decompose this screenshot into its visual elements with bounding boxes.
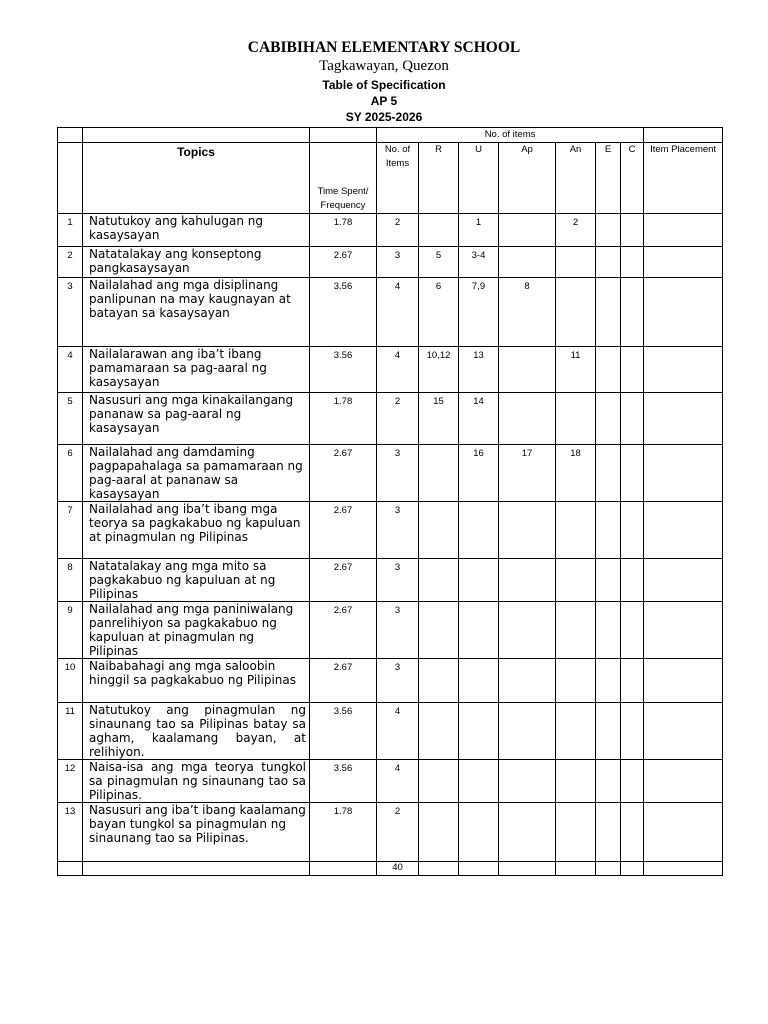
total-items: 40 [377,862,419,876]
an-cell [556,659,596,703]
time-spent-cell: 2.67 [310,559,377,602]
topics-header: Topics [83,143,310,214]
an-cell [556,703,596,760]
no-of-items-group-header: No. of items [377,128,644,143]
no-of-items-cell: 4 [377,760,419,803]
time-spent-cell: 1.78 [310,214,377,247]
item-placement-cell [644,247,723,278]
time-spent-cell: 2.67 [310,502,377,559]
no-of-items-cell: 4 [377,278,419,347]
ap-cell [499,559,556,602]
blank-cell [644,128,723,143]
r-cell [419,559,459,602]
c-cell [621,703,644,760]
r-cell: 5 [419,247,459,278]
topic-cell: Natatalakay ang konseptong pangkasaysayan [83,247,310,278]
ap-cell [499,760,556,803]
u-cell: 14 [459,393,499,445]
e-cell [596,247,621,278]
table-row [58,502,723,559]
r-cell [419,602,459,659]
ap-cell [499,502,556,559]
row-number: 12 [58,760,83,803]
u-cell: 1 [459,214,499,247]
u-cell: 7,9 [459,278,499,347]
ap-cell [499,703,556,760]
c-cell [621,803,644,862]
topic-cell: Nailalahad ang damdaming pagpapahalaga sa pamamaraan ng pag-aaral at pananaw sa kasaysayan [83,445,310,502]
an-cell [556,393,596,445]
table-row [58,247,723,278]
row-number: 5 [58,393,83,445]
c-cell [621,559,644,602]
item-placement-cell [644,659,723,703]
topic-cell: Natutukoy ang kahulugan ng kasaysayan [83,214,310,247]
row-number: 3 [58,278,83,347]
no-of-items-cell: 3 [377,659,419,703]
e-cell [596,602,621,659]
no-of-items-cell: 3 [377,502,419,559]
row-number: 13 [58,803,83,862]
school-name: CABIBIHAN ELEMENTARY SCHOOL [247,39,521,56]
column-header-row [58,143,723,214]
no-of-items-cell: 2 [377,803,419,862]
c-cell [621,278,644,347]
ap-cell [499,393,556,445]
row-number: 11 [58,703,83,760]
topic-cell: Natatalakay ang mga mito sa pagkakabuo ng kapuluan at ng Pilipinas [83,559,310,602]
row-number: 7 [58,502,83,559]
topic-cell: Natutukoy ang pinagmulan ng sinaunang tao sa Pilipinas batay sa agham, kaalamang bayan, at relihiyon. [83,703,310,760]
u-cell: 3-4 [459,247,499,278]
r-cell: 15 [419,393,459,445]
school-year: SY 2025-2026 [345,110,423,124]
an-cell [556,247,596,278]
item-placement-cell [644,559,723,602]
r-cell [419,803,459,862]
no-of-items-cell: 2 [377,214,419,247]
row-number: 9 [58,602,83,659]
u-cell: 16 [459,445,499,502]
blank-cell [644,862,723,876]
an-cell: 11 [556,347,596,393]
ap-cell [499,659,556,703]
table-row [58,659,723,703]
e-cell [596,347,621,393]
no-of-items-header: No. of Items [377,143,419,214]
row-number: 10 [58,659,83,703]
row-number: 1 [58,214,83,247]
time-spent-cell: 1.78 [310,803,377,862]
group-header-row [58,128,723,143]
an-cell [556,803,596,862]
an-cell: 2 [556,214,596,247]
c-header: C [621,143,644,214]
u-cell [459,602,499,659]
time-spent-cell: 2.67 [310,247,377,278]
an-header: An [556,143,596,214]
no-of-items-cell: 3 [377,247,419,278]
u-cell [459,502,499,559]
topic-cell: Nailalahad ang iba’t ibang mga teorya sa pagkakabuo ng kapuluan at pinagmulan ng Pilipinas [83,502,310,559]
item-placement-cell [644,214,723,247]
an-cell [556,502,596,559]
no-of-items-cell: 2 [377,393,419,445]
ap-cell [499,214,556,247]
u-cell [459,659,499,703]
item-placement-cell [644,445,723,502]
e-cell [596,214,621,247]
no-of-items-cell: 4 [377,347,419,393]
c-cell [621,393,644,445]
e-cell [596,559,621,602]
time-spent-cell: 2.67 [310,659,377,703]
table-row [58,445,723,502]
e-cell [596,393,621,445]
table-row [58,559,723,602]
u-cell [459,559,499,602]
topic-cell: Nasusuri ang iba’t ibang kaalamang bayan tungkol sa pinagmulan ng sinaunang tao sa Pilipinas. [83,803,310,862]
subject-label: AP 5 [370,94,398,108]
u-header: U [459,143,499,214]
time-spent-cell: 3.56 [310,347,377,393]
c-cell [621,502,644,559]
ap-cell [499,602,556,659]
table-row [58,602,723,659]
item-placement-cell [644,278,723,347]
school-location: Tagkawayan, Quezon [319,58,449,74]
no-of-items-cell: 3 [377,602,419,659]
blank-cell [499,862,556,876]
blank-cell [58,862,83,876]
ap-cell: 17 [499,445,556,502]
row-number: 2 [58,247,83,278]
an-cell [556,559,596,602]
e-header: E [596,143,621,214]
blank-cell [556,862,596,876]
time-spent-cell: 2.67 [310,602,377,659]
u-cell [459,803,499,862]
table-row [58,278,723,347]
topic-cell: Nailalahad ang mga disiplinang panlipunan na may kaugnayan at batayan sa kasaysayan [83,278,310,347]
r-cell: 6 [419,278,459,347]
time-spent-header: Time Spent/ Frequency [310,143,377,214]
time-spent-cell: 3.56 [310,278,377,347]
table-row [58,347,723,393]
topic-cell: Nasusuri ang mga kinakailangang pananaw sa pag-aaral ng kasaysayan [83,393,310,445]
e-cell [596,445,621,502]
blank-cell [310,128,377,143]
ap-cell [499,347,556,393]
e-cell [596,278,621,347]
item-placement-cell [644,393,723,445]
an-cell [556,760,596,803]
table-row [58,214,723,247]
c-cell [621,659,644,703]
r-cell [419,214,459,247]
r-cell [419,659,459,703]
an-cell [556,278,596,347]
ap-cell [499,803,556,862]
blank-cell [58,143,83,214]
e-cell [596,803,621,862]
time-spent-cell: 1.78 [310,393,377,445]
blank-cell [596,862,621,876]
ap-cell: 8 [499,278,556,347]
row-number: 8 [58,559,83,602]
item-placement-cell [644,502,723,559]
table-row [58,703,723,760]
e-cell [596,659,621,703]
an-cell: 18 [556,445,596,502]
item-placement-cell [644,602,723,659]
table-row [58,803,723,862]
e-cell [596,502,621,559]
document-title: Table of Specification [322,78,446,92]
no-of-items-cell: 3 [377,445,419,502]
blank-cell [310,862,377,876]
time-spent-cell: 2.67 [310,445,377,502]
topic-cell: Naisa-isa ang mga teorya tungkol sa pinagmulan ng sinaunang tao sa Pilipinas. [83,760,310,803]
time-spent-cell: 3.56 [310,760,377,803]
ap-header: Ap [499,143,556,214]
c-cell [621,602,644,659]
r-cell [419,445,459,502]
ap-cell [499,247,556,278]
blank-cell [58,128,83,143]
blank-cell [83,128,310,143]
topic-cell: Naibabahagi ang mga saloobin hinggil sa pagkakabuo ng Pilipinas [83,659,310,703]
time-spent-cell: 3.56 [310,703,377,760]
c-cell [621,247,644,278]
r-cell [419,502,459,559]
r-cell [419,760,459,803]
e-cell [596,760,621,803]
u-cell [459,703,499,760]
table-row [58,760,723,803]
no-of-items-cell: 4 [377,703,419,760]
blank-cell [621,862,644,876]
blank-cell [83,862,310,876]
u-cell [459,760,499,803]
item-placement-header: Item Placement [644,143,723,214]
specification-table [57,127,723,876]
c-cell [621,760,644,803]
item-placement-cell [644,803,723,862]
item-placement-cell [644,760,723,803]
r-header: R [419,143,459,214]
c-cell [621,445,644,502]
no-of-items-cell: 3 [377,559,419,602]
row-number: 6 [58,445,83,502]
e-cell [596,703,621,760]
item-placement-cell [644,703,723,760]
r-cell: 10,12 [419,347,459,393]
blank-cell [419,862,459,876]
item-placement-cell [644,347,723,393]
c-cell [621,347,644,393]
r-cell [419,703,459,760]
table-body [58,128,723,876]
c-cell [621,214,644,247]
topic-cell: Nailalahad ang mga paniniwalang panrelihiyon sa pagkakabuo ng kapuluan at pinagmulan ng Pilipinas [83,602,310,659]
table-row [58,393,723,445]
blank-cell [459,862,499,876]
topic-cell: Nailalarawan ang iba’t ibang pamamaraan sa pag-aaral ng kasaysayan [83,347,310,393]
total-row [58,862,723,876]
row-number: 4 [58,347,83,393]
an-cell [556,602,596,659]
u-cell: 13 [459,347,499,393]
